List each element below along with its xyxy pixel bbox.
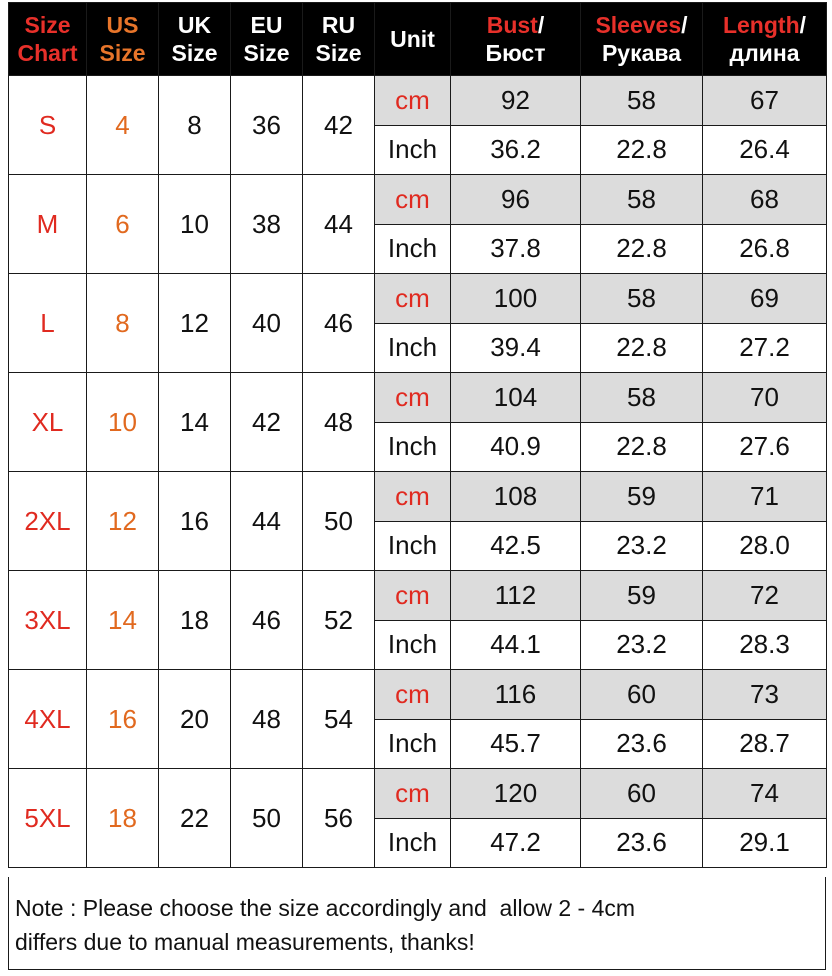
us-size-cell: 16: [87, 670, 159, 769]
uk-size-cell: 22: [159, 769, 231, 868]
note-line-2: differs due to manual measurements, thanks!: [15, 929, 475, 955]
bust-inch-cell: 39.4: [451, 323, 581, 373]
header-length: [703, 3, 827, 76]
sleeves-cm-cell: 60: [581, 670, 703, 720]
header-us-size: [87, 3, 159, 76]
header-bust-slash: /: [537, 12, 545, 38]
header-sleeves-ru: Рукава: [601, 40, 682, 66]
header-eu-size: [231, 3, 303, 76]
header-unit-label: Unit: [390, 26, 435, 52]
length-inch-cell: 27.6: [703, 422, 827, 472]
length-inch-cell: 28.7: [703, 719, 827, 769]
header-unit: [375, 3, 451, 76]
length-cm-cell: 67: [703, 76, 827, 126]
bust-cm-cell: 104: [451, 373, 581, 423]
header-size-chart-line1: Size: [24, 12, 71, 38]
unit-inch-label: Inch: [375, 224, 451, 274]
table-row: [9, 472, 827, 522]
size-rows: [9, 76, 827, 868]
header-us-size-line1: US: [106, 12, 139, 38]
size-cell: L: [9, 274, 87, 373]
table-row: [9, 769, 827, 819]
sleeves-inch-cell: 23.6: [581, 818, 703, 868]
header-uk-size-line1: UK: [177, 12, 212, 38]
length-cm-cell: 74: [703, 769, 827, 819]
ru-size-cell: 52: [303, 571, 375, 670]
header-size-chart-line2: Chart: [17, 40, 78, 66]
sleeves-inch-cell: 23.2: [581, 620, 703, 670]
sleeves-cm-cell: 58: [581, 76, 703, 126]
unit-inch-label: Inch: [375, 521, 451, 571]
unit-inch-label: Inch: [375, 323, 451, 373]
sleeves-inch-cell: 22.8: [581, 323, 703, 373]
table-row: [9, 274, 827, 324]
eu-size-cell: 36: [231, 76, 303, 175]
sleeves-inch-cell: 22.8: [581, 125, 703, 175]
bust-cm-cell: 112: [451, 571, 581, 621]
uk-size-cell: 20: [159, 670, 231, 769]
length-cm-cell: 72: [703, 571, 827, 621]
unit-inch-label: Inch: [375, 818, 451, 868]
header-ru-size-line1: RU: [321, 12, 356, 38]
unit-cm-label: cm: [375, 373, 451, 423]
sleeves-inch-cell: 23.2: [581, 521, 703, 571]
size-cell: 5XL: [9, 769, 87, 868]
ru-size-cell: 44: [303, 175, 375, 274]
ru-size-cell: 50: [303, 472, 375, 571]
bust-cm-cell: 120: [451, 769, 581, 819]
bust-cm-cell: 116: [451, 670, 581, 720]
sleeves-cm-cell: 58: [581, 274, 703, 324]
header-uk-size-line2: Size: [171, 40, 218, 66]
length-inch-cell: 28.0: [703, 521, 827, 571]
length-inch-cell: 29.1: [703, 818, 827, 868]
bust-inch-cell: 40.9: [451, 422, 581, 472]
unit-cm-label: cm: [375, 571, 451, 621]
bust-cm-cell: 92: [451, 76, 581, 126]
bust-inch-cell: 37.8: [451, 224, 581, 274]
uk-size-cell: 8: [159, 76, 231, 175]
uk-size-cell: 18: [159, 571, 231, 670]
size-chart-table: [8, 2, 827, 868]
size-note: [8, 877, 826, 970]
header-length-ru: длина: [729, 40, 800, 66]
header-us-size-line2: Size: [99, 40, 146, 66]
header-sleeves-en: Sleeves: [595, 12, 682, 38]
unit-inch-label: Inch: [375, 422, 451, 472]
eu-size-cell: 42: [231, 373, 303, 472]
length-inch-cell: 28.3: [703, 620, 827, 670]
bust-cm-cell: 108: [451, 472, 581, 522]
table-row: [9, 571, 827, 621]
sleeves-cm-cell: 60: [581, 769, 703, 819]
eu-size-cell: 40: [231, 274, 303, 373]
bust-inch-cell: 44.1: [451, 620, 581, 670]
sleeves-inch-cell: 23.6: [581, 719, 703, 769]
uk-size-cell: 16: [159, 472, 231, 571]
unit-inch-label: Inch: [375, 125, 451, 175]
header-bust-en: Bust: [486, 12, 538, 38]
uk-size-cell: 12: [159, 274, 231, 373]
header-ru-size: [303, 3, 375, 76]
unit-cm-label: cm: [375, 769, 451, 819]
header-length-en: Length: [722, 12, 800, 38]
length-inch-cell: 26.8: [703, 224, 827, 274]
us-size-cell: 18: [87, 769, 159, 868]
unit-inch-label: Inch: [375, 719, 451, 769]
size-cell: S: [9, 76, 87, 175]
size-cell: XL: [9, 373, 87, 472]
unit-cm-label: cm: [375, 175, 451, 225]
size-cell: 4XL: [9, 670, 87, 769]
size-cell: 2XL: [9, 472, 87, 571]
bust-cm-cell: 96: [451, 175, 581, 225]
header-bust-ru: Бюст: [485, 40, 546, 66]
header-uk-size: [159, 3, 231, 76]
us-size-cell: 4: [87, 76, 159, 175]
unit-cm-label: cm: [375, 274, 451, 324]
eu-size-cell: 44: [231, 472, 303, 571]
header-size-chart: [9, 3, 87, 76]
sleeves-cm-cell: 58: [581, 373, 703, 423]
ru-size-cell: 46: [303, 274, 375, 373]
size-cell: 3XL: [9, 571, 87, 670]
sleeves-inch-cell: 22.8: [581, 422, 703, 472]
ru-size-cell: 54: [303, 670, 375, 769]
header-ru-size-line2: Size: [315, 40, 362, 66]
length-cm-cell: 69: [703, 274, 827, 324]
ru-size-cell: 48: [303, 373, 375, 472]
sleeves-cm-cell: 59: [581, 571, 703, 621]
sleeves-inch-cell: 22.8: [581, 224, 703, 274]
table-row: [9, 76, 827, 126]
unit-cm-label: cm: [375, 76, 451, 126]
header-eu-size-line1: EU: [250, 12, 283, 38]
sleeves-cm-cell: 59: [581, 472, 703, 522]
ru-size-cell: 42: [303, 76, 375, 175]
table-row: [9, 670, 827, 720]
length-cm-cell: 73: [703, 670, 827, 720]
us-size-cell: 12: [87, 472, 159, 571]
uk-size-cell: 14: [159, 373, 231, 472]
header-length-slash: /: [799, 12, 807, 38]
ru-size-cell: 56: [303, 769, 375, 868]
us-size-cell: 6: [87, 175, 159, 274]
header-eu-size-line2: Size: [243, 40, 290, 66]
unit-cm-label: cm: [375, 472, 451, 522]
eu-size-cell: 50: [231, 769, 303, 868]
unit-cm-label: cm: [375, 670, 451, 720]
unit-inch-label: Inch: [375, 620, 451, 670]
table-row: [9, 175, 827, 225]
note-line-1: Note : Please choose the size accordingly and allow 2 - 4cm: [15, 895, 636, 921]
length-cm-cell: 68: [703, 175, 827, 225]
bust-inch-cell: 47.2: [451, 818, 581, 868]
bust-inch-cell: 36.2: [451, 125, 581, 175]
bust-inch-cell: 42.5: [451, 521, 581, 571]
us-size-cell: 10: [87, 373, 159, 472]
size-cell: M: [9, 175, 87, 274]
us-size-cell: 8: [87, 274, 159, 373]
sleeves-cm-cell: 58: [581, 175, 703, 225]
header-sleeves: [581, 3, 703, 76]
us-size-cell: 14: [87, 571, 159, 670]
length-inch-cell: 26.4: [703, 125, 827, 175]
length-cm-cell: 70: [703, 373, 827, 423]
length-cm-cell: 71: [703, 472, 827, 522]
header-row: [9, 3, 827, 76]
eu-size-cell: 46: [231, 571, 303, 670]
eu-size-cell: 38: [231, 175, 303, 274]
length-inch-cell: 27.2: [703, 323, 827, 373]
header-sleeves-slash: /: [681, 12, 688, 38]
header-bust: [451, 3, 581, 76]
bust-cm-cell: 100: [451, 274, 581, 324]
eu-size-cell: 48: [231, 670, 303, 769]
uk-size-cell: 10: [159, 175, 231, 274]
bust-inch-cell: 45.7: [451, 719, 581, 769]
table-row: [9, 373, 827, 423]
